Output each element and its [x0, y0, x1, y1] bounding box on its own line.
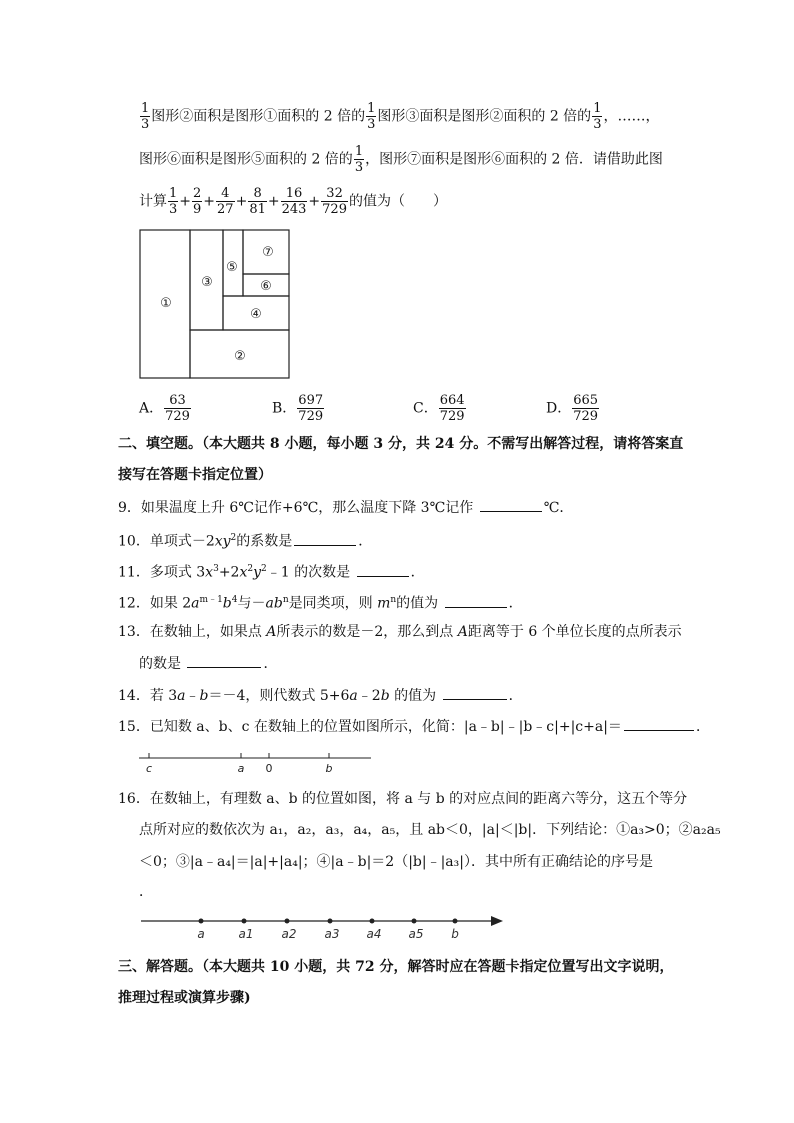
- option-a[interactable]: [139, 393, 192, 424]
- answer-blank[interactable]: [624, 716, 694, 731]
- point-a5: [412, 919, 417, 924]
- question-11: 11．多项式 $3x^3+2x^2y^2﹣1$ 的次数是 ．: [118, 559, 425, 583]
- region-4-label: ④: [250, 307, 262, 322]
- option-letter: B．: [272, 400, 297, 417]
- option-fraction: $\frac{665}{729}$: [573, 393, 599, 424]
- section-2-title: 二、填空题。（本大题共 8 小题，每小题 3 分，共 24 分。不需写出解答过程，请将答案直: [118, 436, 684, 452]
- intro-seg4: 图形⑥面积是图形⑤面积的 2 倍的: [139, 151, 353, 168]
- option-d[interactable]: [546, 393, 600, 424]
- region-2-label: ②: [234, 349, 246, 364]
- answer-blank[interactable]: [187, 653, 261, 668]
- calc-suffix: 的值为（ ）: [348, 193, 447, 210]
- option-fraction: $\frac{664}{729}$: [439, 393, 465, 424]
- question-16-line-1: 16．在数轴上，有理数 a、b 的位置如图，将 a 与 b 的对应点间的距离六等分，这五个等分: [118, 791, 688, 807]
- point-a2: [285, 919, 290, 924]
- question-14: 14．若 3a﹣b＝－4，则代数式 5+6a﹣2b 的值为 ．: [118, 685, 523, 706]
- question-13: 13．在数轴上，如果点 A所表示的数是－2，那么到点 A距离等于 6 个单位长度的点所表示: [118, 624, 682, 640]
- question-15: 15．已知数 a、b、c 在数轴上的位置如图所示，化简：|a﹣b|﹣|b﹣c|+|c+a|＝ ．: [118, 716, 710, 737]
- calc-fraction: $\frac{1}{3}$: [169, 186, 178, 217]
- intro-seg1: 图形②面积是图形①面积的 2 倍的: [151, 108, 366, 125]
- section-3-title: 三、解答题。（本大题共 10 小题，共 72 分，解答时应在答题卡指定位置写出文字说明，: [118, 959, 674, 975]
- calc-fraction: $\frac{16}{243}$: [281, 186, 307, 217]
- section-2-title-cont: 接写在答题卡指定位置）: [118, 467, 272, 483]
- calc-fraction: $\frac{4}{27}$: [217, 186, 234, 217]
- region-7-label: ⑦: [262, 245, 274, 260]
- q16-label-a4: a4: [366, 927, 382, 941]
- question-16-line-4: ．: [139, 884, 153, 900]
- question-10: 10．单项式$-2xy^2$的系数是 ．: [118, 528, 372, 552]
- answer-blank[interactable]: [445, 593, 507, 608]
- q16-label-a5: a5: [408, 927, 424, 941]
- point-a1: [242, 919, 247, 924]
- fraction-one-third: $\frac{1}{3}$: [593, 101, 602, 132]
- option-b[interactable]: [272, 393, 325, 424]
- option-letter: D．: [546, 400, 572, 417]
- question-9: 9．如果温度上升 6℃记作+6℃，那么温度下降 3℃记作 ℃．: [118, 497, 573, 518]
- axis-label-zero: 0: [265, 762, 273, 775]
- question-16-line-3: ＜0；③|a﹣a₄|＝|a|+|a₄|；④|a﹣b|＝2（|b|﹣|a₃|）．其中所有正确结论的序号是: [139, 854, 653, 870]
- intro-line-2: [139, 144, 663, 175]
- plus-sign: +: [203, 193, 216, 210]
- option-letter: C．: [413, 400, 438, 417]
- point-a4: [370, 919, 375, 924]
- q16-number-line: [139, 910, 509, 946]
- calc-fraction: $\frac{32}{729}$: [322, 186, 347, 217]
- intro-calc-line: [139, 186, 447, 217]
- axis-label-b: b: [325, 762, 333, 775]
- option-letter: A．: [139, 400, 164, 417]
- point-a: [199, 919, 204, 924]
- answer-blank[interactable]: [480, 497, 542, 512]
- point-a3: [328, 919, 333, 924]
- question-12: 12．如果 $2a^{m﹣1}b^4$与$-ab^n$是同类项，则 $m^n$的值为 ．: [118, 590, 523, 614]
- q16-label-a2: a2: [281, 927, 297, 941]
- calc-prefix: 计算: [139, 193, 167, 210]
- plus-sign: +: [308, 193, 321, 210]
- region-1-label: ①: [160, 296, 172, 311]
- fraction-one-third: $\frac{1}{3}$: [141, 101, 150, 132]
- fraction-one-third: $\frac{1}{3}$: [367, 101, 376, 132]
- calc-fraction: $\frac{8}{81}$: [249, 186, 266, 217]
- q16-label-a3: a3: [324, 927, 340, 941]
- option-fraction: $\frac{697}{729}$: [298, 393, 324, 424]
- plus-sign: +: [235, 193, 248, 210]
- calc-fraction: $\frac{2}{9}$: [193, 186, 202, 217]
- q16-label-a: a: [197, 927, 205, 941]
- question-16-line-2: 点所对应的数依次为 a₁，a₂，a₃，a₄，a₅，且 ab＜0，|a|＜|b|．下列结论：①a₃>0；②a₂a₅: [139, 822, 721, 838]
- q16-label-a1: a1: [238, 927, 254, 941]
- answer-blank[interactable]: [357, 562, 409, 577]
- region-5-label: ⑤: [226, 260, 238, 275]
- intro-seg5: ，图形⑦面积是图形⑥面积的 2 倍．请借助此图: [365, 151, 663, 168]
- option-c[interactable]: [413, 393, 467, 424]
- intro-seg2: 图形③面积是图形②面积的 2 倍的: [377, 108, 592, 125]
- plus-sign: +: [267, 193, 280, 210]
- point-b: [453, 919, 458, 924]
- axis-label-c: c: [145, 762, 153, 775]
- axis-label-a: a: [237, 762, 245, 775]
- section-3-title-cont: 推理过程或演算步骤): [118, 990, 251, 1006]
- intro-seg3: ，……，: [603, 108, 660, 125]
- plus-sign: +: [179, 193, 192, 210]
- answer-blank[interactable]: [294, 531, 356, 546]
- intro-line-1: [139, 101, 659, 132]
- fraction-one-third: $\frac{1}{3}$: [354, 144, 364, 175]
- q15-number-line: [135, 748, 375, 778]
- question-13-cont: 的数是 ．: [139, 653, 277, 674]
- option-fraction: $\frac{63}{729}$: [165, 393, 190, 424]
- region-6-label: ⑥: [260, 279, 272, 294]
- region-3-label: ③: [201, 275, 213, 290]
- area-partition-figure: [139, 229, 291, 381]
- q16-label-b: b: [451, 927, 459, 941]
- answer-blank[interactable]: [443, 685, 507, 700]
